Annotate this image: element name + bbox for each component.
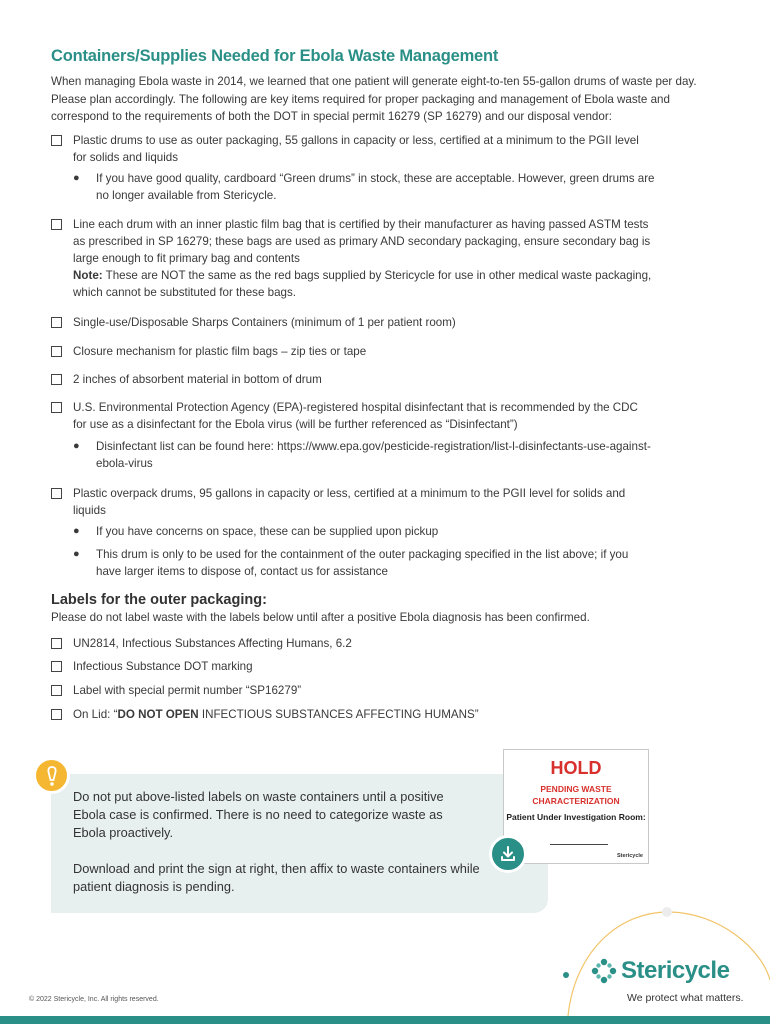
sign-patient-text: Patient Under Investigation Room: xyxy=(506,812,646,822)
bullet-icon: ● xyxy=(73,525,80,537)
note-label: Note: xyxy=(73,269,103,282)
sub-bullet-text: If you have good quality, cardboard “Green drums” in stock, these are acceptable. However, green drums are no longer available from Stericycle. xyxy=(96,172,655,202)
sign-hold-title: HOLD xyxy=(550,758,602,778)
sub-bullet-text: Disinfectant list can be found here: https://www.epa.gov/pesticide-registration/list-l-disinfectants-use-against-ebola-virus xyxy=(96,440,651,470)
footer-bar xyxy=(0,1016,770,1024)
checklist-item-text: U.S. Environmental Protection Agency (EPA)-registered hospital disinfectant that is recommended by the CDC for use as a disinfectant for the Ebola virus (will be further referenced as “Disinfectant”) xyxy=(73,401,638,431)
page-title: Containers/Supplies Needed for Ebola Waste Management xyxy=(51,47,499,65)
checklist-item-text: 2 inches of absorbent material in bottom of drum xyxy=(73,373,322,386)
brand-tagline: We protect what matters. xyxy=(627,992,744,1004)
note-text: These are NOT the same as the red bags supplied by Stericycle for use in other medical waste packaging, which cannot be substituted for these bags. xyxy=(73,269,652,299)
callout-text: Do not put above-listed labels on waste containers until a positive Ebola case is confirmed. There is no need to categorize waste as Ebola proactively. xyxy=(73,789,444,840)
checklist-item-text: Plastic drums to use as outer packaging, 55 gallons in capacity or less, certified at a minimum to the PGII level for solids and liquids xyxy=(73,134,639,164)
bullet-icon: ● xyxy=(73,548,80,560)
brand-name: Stericycle xyxy=(621,957,730,984)
checklist-item-text: Line each drum with an inner plastic film bag that is certified by their manufacturer as having passed ASTM tests as prescribed in SP 16279; these bags are used as primary AND secondary packaging, ensure secondary bag is large enough to fit primary bag and contents xyxy=(73,218,651,265)
checklist-item-text: Single-use/Disposable Sharps Containers (minimum of 1 per patient room) xyxy=(73,316,456,329)
lid-label-strong: DO NOT OPEN xyxy=(117,708,199,721)
checklist-item-text: Plastic overpack drums, 95 gallons in capacity or less, certified at a minimum to the PGII level for solids and liquids xyxy=(73,487,626,517)
sub-bullet-text: This drum is only to be used for the containment of the outer packaging specified in the list above; if you have larger items to dispose of, contact us for assistance xyxy=(96,548,629,578)
sign-logo: Stericycle xyxy=(617,853,643,859)
label-item-text: UN2814, Infectious Substances Affecting Humans, 6.2 xyxy=(73,637,352,650)
label-item-text: Label with special permit number “SP16279” xyxy=(73,684,302,697)
lid-label-prefix: On Lid: “ xyxy=(73,708,118,721)
stericycle-logo xyxy=(591,957,729,985)
lid-label-suffix: INFECTIOUS SUBSTANCES AFFECTING HUMANS” xyxy=(198,708,479,721)
bullet-icon: ● xyxy=(73,172,80,184)
labels-subheading: Please do not label waste with the labels below until after a positive Ebola diagnosis has been confirmed. xyxy=(51,611,590,624)
checklist-item-text: Closure mechanism for plastic film bags – zip ties or tape xyxy=(73,345,367,358)
copyright: © 2022 Stericycle, Inc. All rights reserved. xyxy=(29,996,159,1003)
sub-bullet-text: If you have concerns on space, these can be supplied upon pickup xyxy=(96,525,439,538)
stericycle-logo-icon xyxy=(591,958,617,984)
bullet-icon: ● xyxy=(73,440,80,452)
labels-heading: Labels for the outer packaging: xyxy=(51,592,267,608)
label-item-text: Infectious Substance DOT marking xyxy=(73,660,253,673)
sign-pending-text: PENDING WASTE CHARACTERIZATION xyxy=(532,784,620,806)
intro-paragraph: When managing Ebola waste in 2014, we learned that one patient will generate eight-to-ten 55-gallon drums of waste per day. Please plan accordingly. The following are key items required for proper packaging and management of Ebola waste and correspond to the requirements of both the DOT in special permit 16279 (SP 16279) and our disposal vendor: xyxy=(51,75,697,123)
callout-text: Download and print the sign at right, then affix to waste containers while patient diagnosis is pending. xyxy=(73,861,480,894)
